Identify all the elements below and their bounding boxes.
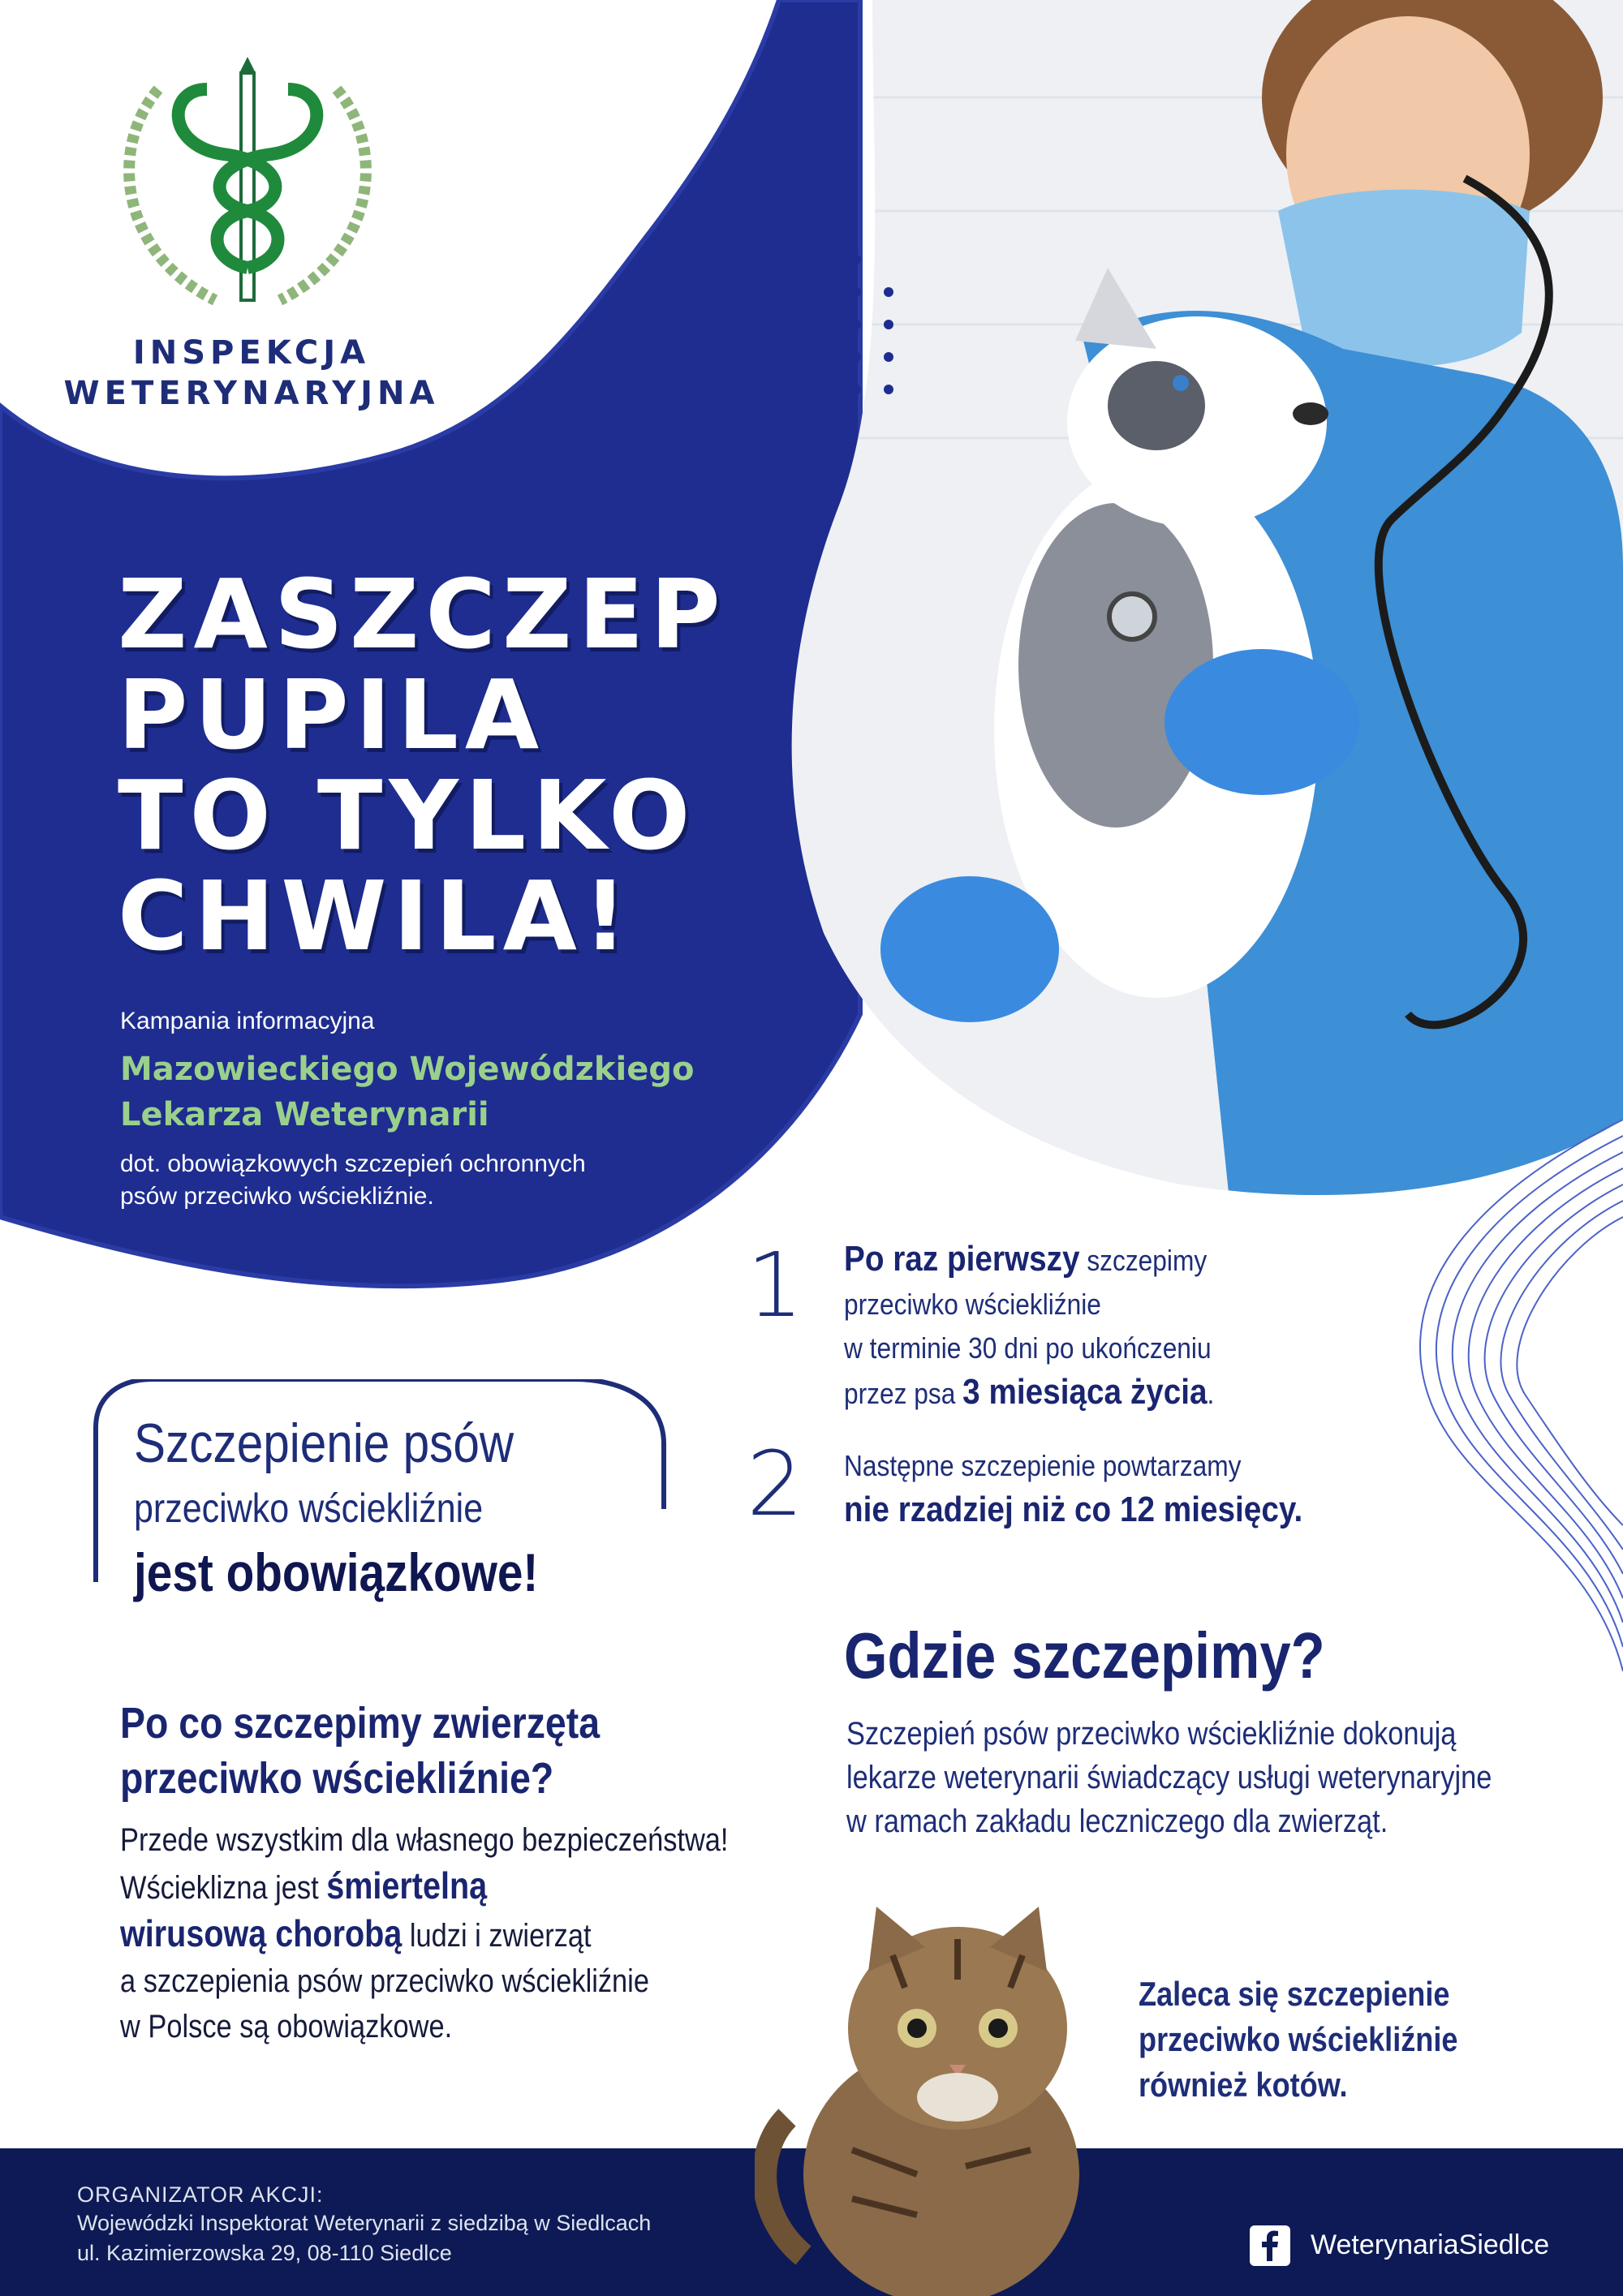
- why-text: [120, 1817, 748, 2049]
- footer-organizer-label: ORGANIZATOR AKCJI:: [77, 2182, 324, 2207]
- step-2-line-1: Następne szczepienie powtarzamy: [844, 1449, 1242, 1482]
- step-1-number: 1: [747, 1233, 803, 1337]
- campaign-organizer: [120, 1047, 769, 1137]
- why-line-2-pre: Wścieklizna jest: [120, 1870, 327, 1906]
- where-line-3: w ramach zakładu leczniczego dla zwierząt.: [846, 1804, 1388, 1839]
- step-1-line-3: w terminie 30 dni po ukończeniu: [844, 1331, 1212, 1365]
- footer-organizer-address: ul. Kazimierzowska 29, 08-110 Siedlce: [77, 2241, 452, 2265]
- why-line-4: a szczepienia psów przeciwko wściekliźnie: [120, 1963, 649, 1999]
- tabby-cat-photo: [755, 1907, 1128, 2296]
- where-text: [846, 1712, 1509, 1843]
- vet-with-puppy-photo: [775, 0, 1623, 1201]
- why-line-3-post: ludzi i zwierząt: [402, 1918, 592, 1954]
- where-line-2: lekarze weterynarii świadczący usługi weterynaryjne: [846, 1760, 1492, 1795]
- decorative-dots: [734, 195, 945, 438]
- facebook-icon[interactable]: [1250, 2225, 1290, 2266]
- headline-line-4: CHWILA!: [118, 860, 634, 972]
- logo-line-1: INSPEKCJA: [132, 334, 371, 372]
- cat-note-line-2: przeciwko wściekliźnie: [1139, 2020, 1458, 2058]
- why-line-5: w Polsce są obowiązkowe.: [120, 2009, 453, 2044]
- mandatory-line-3: jest obowiązkowe!: [134, 1542, 539, 1602]
- why-title: [120, 1696, 600, 1806]
- step-1-line-4-post: .: [1207, 1377, 1215, 1410]
- step-1-bold: Po raz pierwszy: [844, 1239, 1080, 1279]
- decorative-waves: [1380, 1120, 1623, 1671]
- step-2-number: 2: [747, 1432, 803, 1536]
- why-line-3-bold: wirusową chorobą: [120, 1912, 403, 1954]
- headline-line-2: PUPILA: [118, 659, 546, 771]
- why-title-line-1: Po co szczepimy zwierzęta: [120, 1699, 601, 1748]
- campaign-desc-line-2: psów przeciwko wściekliźnie.: [120, 1183, 434, 1210]
- step-1-line-4-bold: 3 miesiąca życia: [962, 1372, 1208, 1412]
- why-line-2-bold: śmiertelną: [326, 1864, 488, 1907]
- step-1-line-2: przeciwko wściekliźnie: [844, 1288, 1101, 1321]
- cat-note-line-3: również kotów.: [1139, 2066, 1348, 2104]
- campaign-org-line-1: Mazowieckiego Wojewódzkiego: [120, 1051, 695, 1088]
- campaign-intro: Kampania informacyjna: [120, 1008, 375, 1034]
- logo-wordmark: [49, 333, 454, 414]
- step-1-line-4-pre: przez psa: [844, 1377, 963, 1410]
- campaign-org-line-2: Lekarza Weterynarii: [120, 1096, 489, 1133]
- facebook-handle[interactable]: WeterynariaSiedlce: [1311, 2229, 1550, 2260]
- mandatory-line-2: przeciwko wściekliźnie: [134, 1486, 484, 1531]
- main-headline: [118, 558, 832, 972]
- step-2-text: [844, 1444, 1358, 1533]
- where-line-1: Szczepień psów przeciwko wściekliźnie dokonują: [846, 1716, 1457, 1752]
- cat-note-line-1: Zaleca się szczepienie: [1139, 1975, 1450, 2013]
- headline-line-1: ZASZCZEP: [118, 558, 727, 670]
- why-title-line-2: przeciwko wściekliźnie?: [120, 1754, 554, 1803]
- campaign-desc-line-1: dot. obowiązkowych szczepień ochronnych: [120, 1150, 586, 1177]
- mandatory-line-1: Szczepienie psów: [134, 1412, 514, 1474]
- inspection-emblem-logo: [101, 57, 394, 316]
- footer-organizer-name: Wojewódzki Inspektorat Weterynarii z siedzibą w Siedlcach: [77, 2211, 652, 2235]
- step-1-text: [844, 1237, 1315, 1416]
- step-1-line-1: szczepimy: [1079, 1244, 1208, 1277]
- cat-vaccination-note: [1139, 1971, 1457, 2108]
- why-line-1: Przede wszystkim dla własnego bezpieczeństwa!: [120, 1822, 729, 1858]
- headline-line-3: TO TYLKO: [118, 759, 697, 871]
- logo-line-2: WETERYNARYJNA: [63, 375, 440, 412]
- step-2-bold: nie rzadziej niż co 12 miesięcy.: [844, 1490, 1303, 1529]
- campaign-description: [120, 1148, 737, 1213]
- where-title: Gdzie szczepimy?: [844, 1619, 1325, 1692]
